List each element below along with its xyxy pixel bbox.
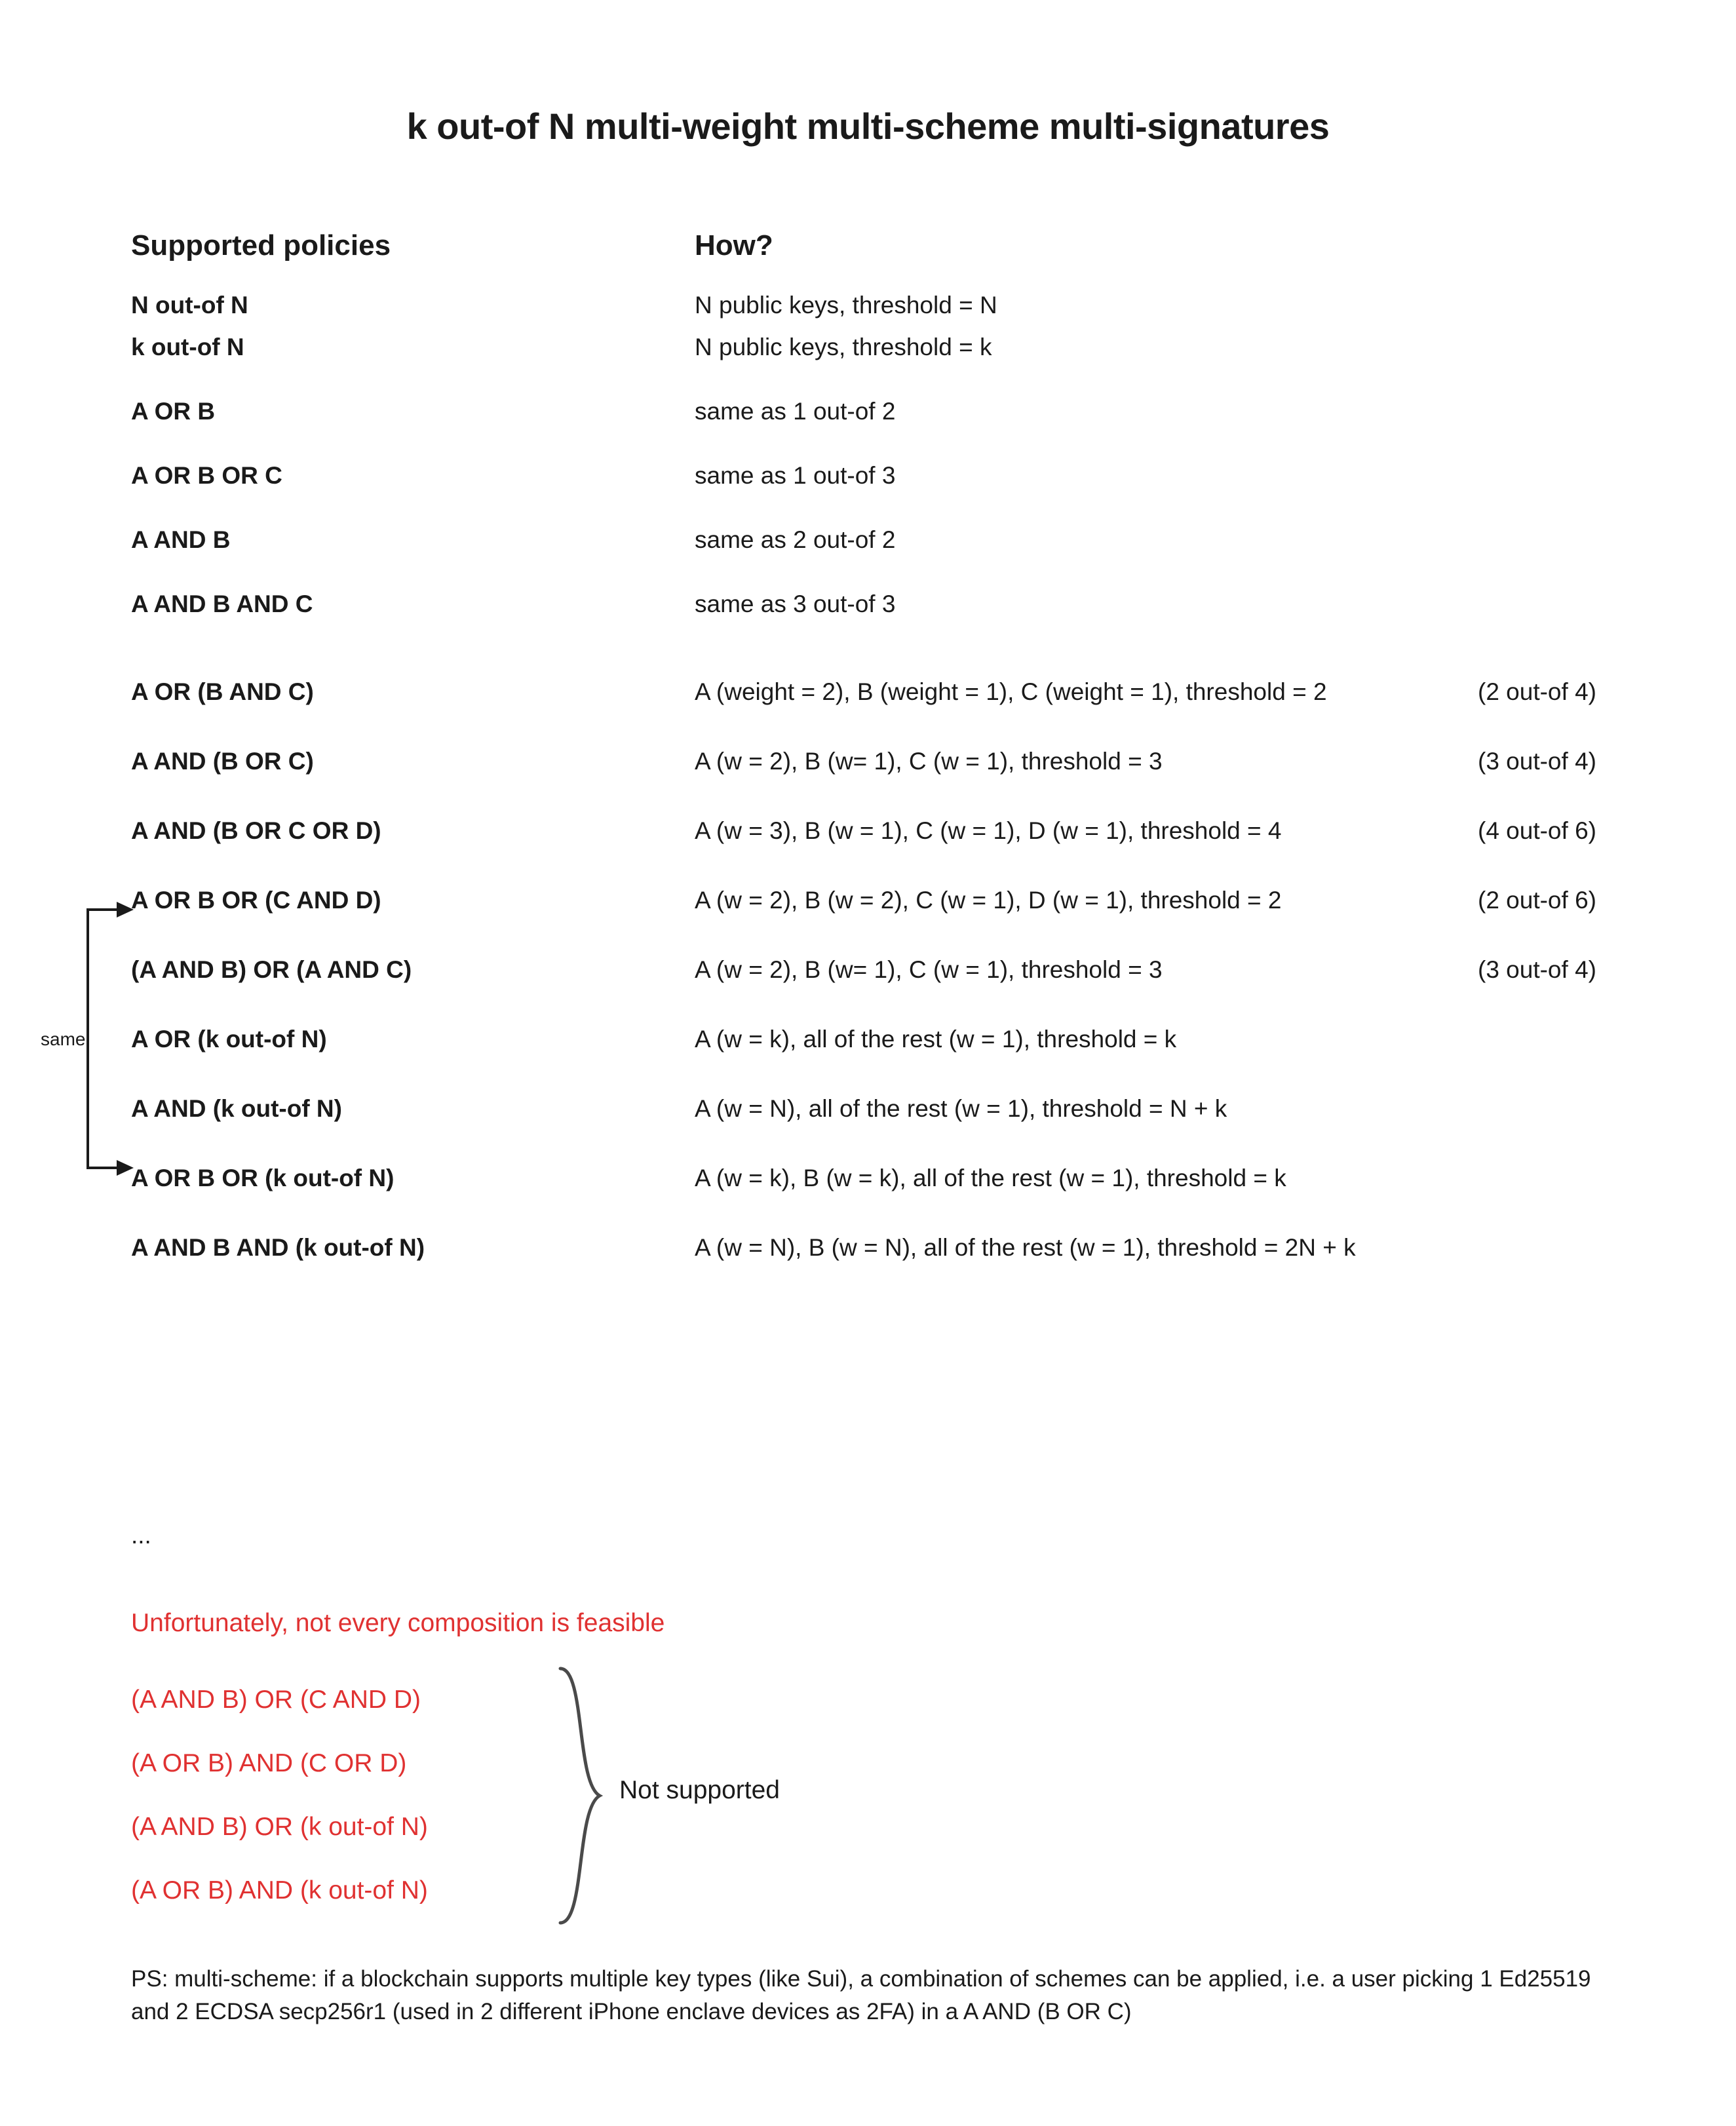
list-item: (A OR B) AND (k out-of N) (131, 1876, 428, 1904)
policy-cell: (A AND B) OR (A AND C) (131, 956, 412, 983)
policy-table (131, 229, 1704, 1276)
policy-cell: A OR B OR (k out-of N) (131, 1165, 395, 1191)
table-row (131, 678, 1704, 720)
threshold-note-cell: (4 out-of 6) (1478, 817, 1596, 844)
policy-cell: A AND B AND C (131, 590, 313, 617)
table-row (131, 1026, 1704, 1068)
list-item: (A OR B) AND (C OR D) (131, 1749, 407, 1777)
table-row (131, 398, 1704, 440)
how-cell: N public keys, threshold = k (695, 334, 992, 360)
how-cell: same as 2 out-of 2 (695, 526, 896, 553)
policy-cell: N out-of N (131, 292, 248, 319)
list-item: (A AND B) OR (k out-of N) (131, 1813, 428, 1841)
table-row (131, 462, 1704, 504)
how-cell: A (w = k), B (w = k), all of the rest (w = 1), threshold = k (695, 1165, 1286, 1191)
how-cell: A (w = 2), B (w = 2), C (w = 1), D (w = 1), threshold = 2 (695, 887, 1282, 914)
table-row (131, 292, 1704, 334)
column-header-how: How? (695, 229, 773, 261)
policy-cell: A AND B AND (k out-of N) (131, 1234, 425, 1261)
table-row (131, 1095, 1704, 1137)
column-header-policies: Supported policies (131, 229, 391, 261)
table-row (131, 956, 1704, 998)
ellipsis-row: ... (131, 1522, 151, 1549)
table-header-row (131, 229, 1704, 292)
policy-cell: A OR B OR C (131, 462, 282, 489)
how-cell: same as 1 out-of 2 (695, 398, 896, 425)
footnote: PS: multi-scheme: if a blockchain supports multiple key types (like Sui), a combination of schemes can be applied, i.e. a user picking 1 Ed25519 and 2 ECDSA secp256r1 (used in 2 different iPhone enclave devices as 2FA) in a A AND (B OR C) (131, 1966, 1591, 2024)
how-cell: A (w = k), all of the rest (w = 1), threshold = k (695, 1026, 1177, 1053)
table-row (131, 1165, 1704, 1207)
same-annotation-label: same (41, 1029, 86, 1049)
table-row (131, 334, 1704, 376)
how-cell: same as 3 out-of 3 (695, 590, 896, 617)
table-row (131, 817, 1704, 859)
how-cell: N public keys, threshold = N (695, 292, 997, 319)
policy-cell: A AND (B OR C OR D) (131, 817, 381, 844)
threshold-note-cell: (3 out-of 4) (1478, 956, 1596, 983)
policy-cell: A OR B OR (C AND D) (131, 887, 381, 914)
policy-cell: A OR (k out-of N) (131, 1026, 327, 1053)
table-row (131, 887, 1704, 929)
table-row (131, 526, 1704, 568)
threshold-note-cell: (2 out-of 6) (1478, 887, 1596, 914)
policy-cell: A AND (k out-of N) (131, 1095, 342, 1122)
infeasible-note: Unfortunately, not every composition is feasible (131, 1609, 665, 1637)
how-cell: A (w = N), B (w = N), all of the rest (w = 1), threshold = 2N + k (695, 1234, 1356, 1261)
policy-cell: A AND B (131, 526, 231, 553)
policy-cell: k out-of N (131, 334, 244, 360)
same-bracket-icon (79, 898, 138, 1180)
how-cell: A (w = 3), B (w = 1), C (w = 1), D (w = 1), threshold = 4 (695, 817, 1282, 844)
infeasible-list (131, 1668, 428, 1922)
policy-cell: A OR (B AND C) (131, 678, 314, 705)
policy-cell: A AND (B OR C) (131, 748, 314, 775)
table-row (131, 748, 1704, 790)
list-item: (A AND B) OR (C AND D) (131, 1686, 421, 1714)
policy-cell: A OR B (131, 398, 216, 425)
how-cell: same as 1 out-of 3 (695, 462, 896, 489)
how-cell: A (w = 2), B (w= 1), C (w = 1), threshold = 3 (695, 956, 1163, 983)
how-cell: A (w = 2), B (w= 1), C (w = 1), threshold = 3 (695, 748, 1163, 775)
how-cell: A (w = N), all of the rest (w = 1), threshold = N + k (695, 1095, 1227, 1122)
table-row (131, 1234, 1704, 1276)
table-row (131, 590, 1704, 632)
threshold-note-cell: (3 out-of 4) (1478, 748, 1596, 775)
not-supported-label: Not supported (619, 1776, 780, 1804)
page-title: k out-of N multi-weight multi-scheme multi-signatures (406, 106, 1330, 147)
threshold-note-cell: (2 out-of 4) (1478, 678, 1596, 705)
how-cell: A (weight = 2), B (weight = 1), C (weight = 1), threshold = 2 (695, 678, 1327, 705)
